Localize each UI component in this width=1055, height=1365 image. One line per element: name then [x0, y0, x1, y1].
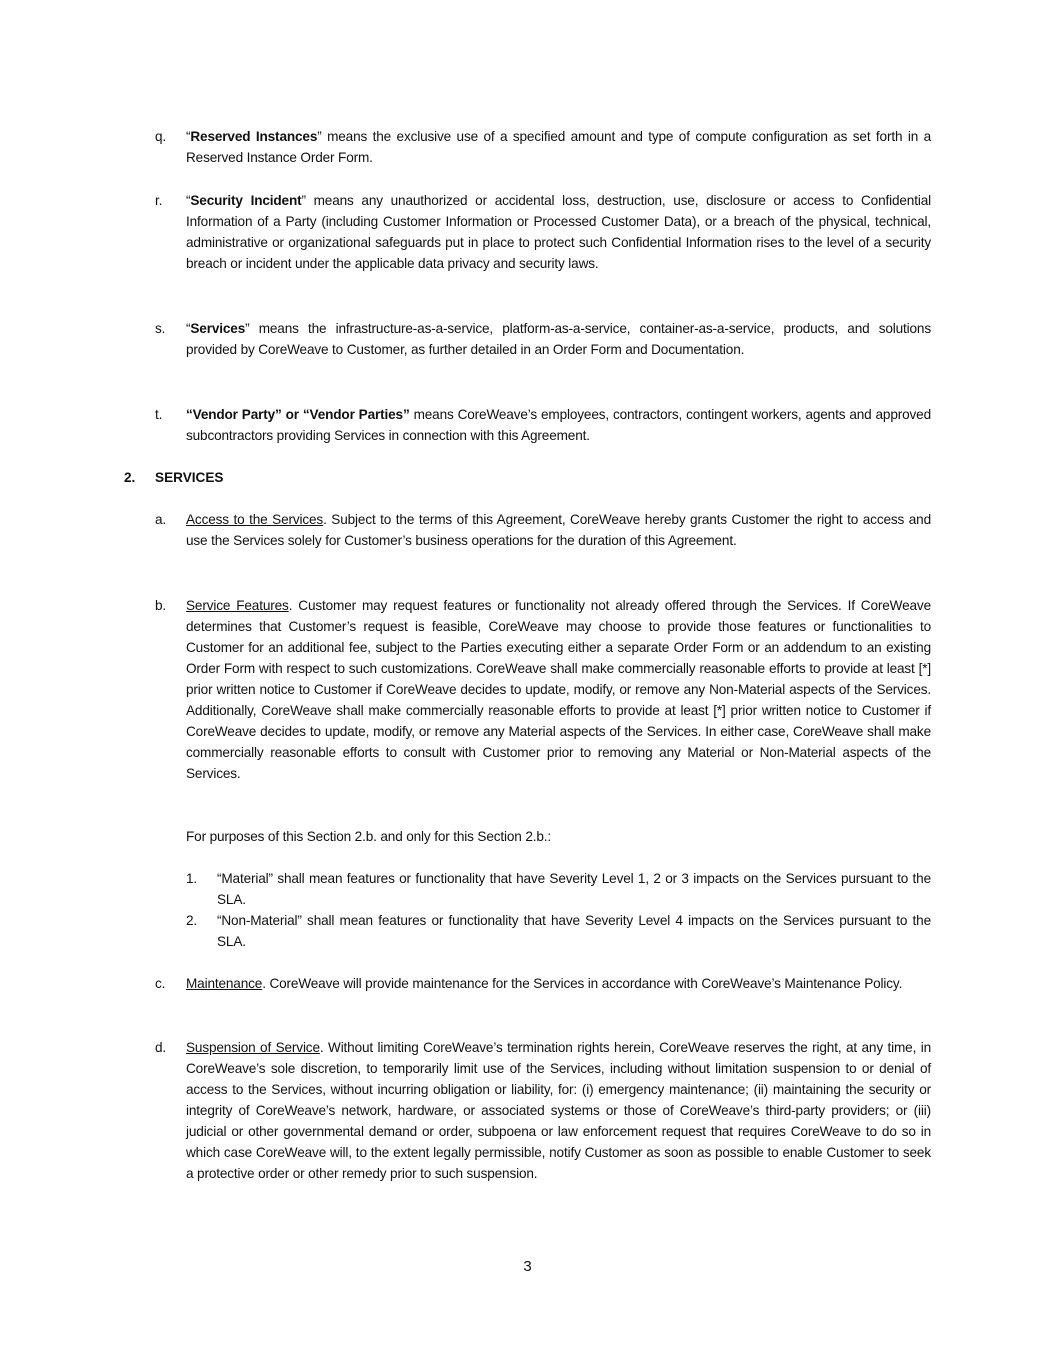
- section-title: SERVICES: [155, 470, 224, 485]
- item-label: 1.: [186, 871, 198, 886]
- defined-term: Reserved Instances: [190, 129, 318, 144]
- numbered-item-1: [186, 868, 931, 910]
- defined-term: “Vendor Party” or “Vendor Parties”: [186, 407, 410, 422]
- definition-text: means the exclusive use of a specified amount and type of compute configuration as set forth in a Reserved Instance Order Form.: [186, 129, 931, 165]
- definition-r: [155, 190, 931, 274]
- item-label: c.: [155, 976, 166, 991]
- clause-title: Suspension of Service: [186, 1040, 320, 1055]
- clause-text: . Without limiting CoreWeave’s termination rights herein, CoreWeave reserves the right, at any time, in CoreWeave’s sole discretion, to temporarily limit use of the Services, including without limitation suspension to or denial of access to the Services, without incurring obligation or liability, for: (i) emergency maintenance; (ii) maintaining the security or integrity of CoreWeave’s network, hardware, or associated systems or those of CoreWeave’s third-party providers; or (iii) judicial or other governmental demand or order, subpoena or law enforcement request that requires CoreWeave to do so in which case CoreWeave will, to the extent legally permissible, notify Customer as soon as possible to enable Customer to seek a protective order or other remedy prior to such suspension.: [186, 1040, 931, 1181]
- clause-d: [155, 1037, 931, 1184]
- item-label: q.: [155, 129, 167, 144]
- defined-term: Security Incident: [190, 193, 302, 208]
- quote: “: [186, 193, 191, 208]
- item-label: t.: [155, 407, 163, 422]
- clause-title: Access to the Services: [186, 512, 324, 527]
- item-label: a.: [155, 512, 167, 527]
- clause-text: . Customer may request features or functionality not already offered through the Services. If CoreWeave determines that Customer’s request is feasible, CoreWeave may choose to provide those features or functionalities to Customer for an additional fee, subject to the Parties executing either a separate Order Form or an addendum to an existing Order Form with respect to such customizations. CoreWeave shall make commercially reasonable efforts to provide at least [*] prior written notice to Customer if CoreWeave decides to update, modify, or remove any Non-Material aspects of the Services. Additionally, CoreWeave shall make commercially reasonable efforts to provide at least [*] prior written notice to Customer if CoreWeave decides to update, modify, or remove any Material aspects of the Services. In either case, CoreWeave shall make commercially reasonable efforts to consult with Customer prior to removing any Material or Non-Material aspects of the Services.: [186, 598, 931, 781]
- clause-title: Service Features: [186, 598, 289, 613]
- numbered-text: “Material” shall mean features or functionality that have Severity Level 1, 2 or 3 impacts on the Services pursuant to the SLA.: [217, 871, 931, 907]
- section-number: 2.: [124, 470, 136, 485]
- section-heading: [124, 467, 224, 488]
- item-label: d.: [155, 1040, 167, 1055]
- quote: “: [186, 129, 191, 144]
- clause-b: [155, 595, 931, 784]
- numbered-item-2: [186, 910, 931, 952]
- item-label: b.: [155, 598, 167, 613]
- item-label: s.: [155, 321, 166, 336]
- clause-c: [155, 973, 931, 994]
- definition-text: means CoreWeave’s employees, contractors, contingent workers, agents and approved subcontractors providing Services in connection with this Agreement.: [186, 407, 931, 443]
- item-label: 2.: [186, 913, 198, 928]
- definition-text: means any unauthorized or accidental loss, destruction, use, disclosure or access to Confidential Information of a Party (including Customer Information or Processed Customer Data), or a breach of the physical, technical, administrative or organizational safeguards put in place to protect such Confidential Information rises to the level of a security breach or incident under the applicable data privacy and security laws.: [186, 193, 931, 271]
- definition-q: [155, 126, 931, 168]
- defined-term: Services: [190, 321, 246, 336]
- definition-t: [155, 404, 931, 446]
- page-number: 3: [523, 1258, 532, 1275]
- quote: ”: [317, 129, 322, 144]
- definition-s: [155, 318, 931, 360]
- clause-text: . CoreWeave will provide maintenance for the Services in accordance with CoreWeave’s Maintenance Policy.: [262, 976, 903, 991]
- purposes-text: For purposes of this Section 2.b. and only for this Section 2.b.:: [186, 829, 552, 844]
- quote: ”: [301, 193, 306, 208]
- clause-text: . Subject to the terms of this Agreement, CoreWeave hereby grants Customer the right to access and use the Services solely for Customer’s business operations for the duration of this Agreement.: [186, 512, 931, 548]
- quote: ”: [245, 321, 250, 336]
- numbered-text: “Non-Material” shall mean features or functionality that have Severity Level 4 impacts on the Services pursuant to the SLA.: [217, 913, 931, 949]
- clause-title: Maintenance: [186, 976, 263, 991]
- quote: “: [186, 321, 191, 336]
- purposes-intro: [155, 826, 931, 847]
- clause-a: [155, 509, 931, 551]
- definition-text: means the infrastructure-as-a-service, platform-as-a-service, container-as-a-service, products, and solutions provided by CoreWeave to Customer, as further detailed in an Order Form and Documentation.: [186, 321, 931, 357]
- item-label: r.: [155, 193, 163, 208]
